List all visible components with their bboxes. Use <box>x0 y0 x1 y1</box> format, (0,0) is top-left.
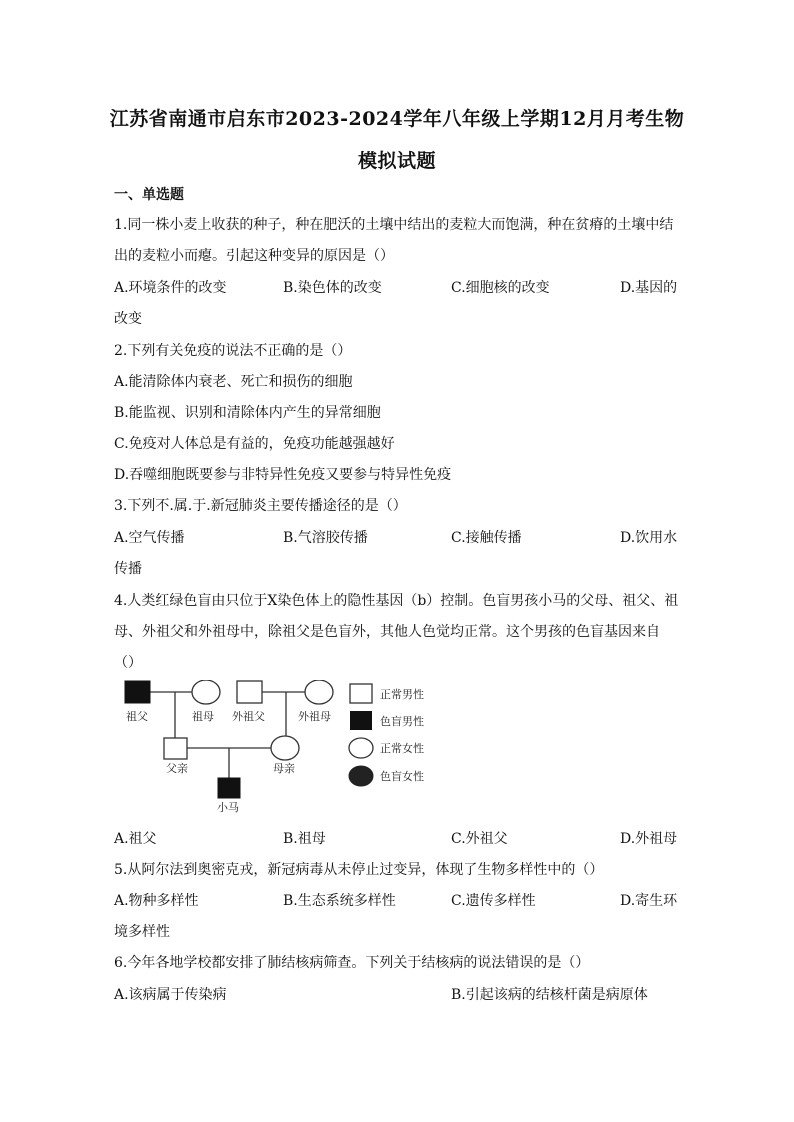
grandfather-symbol <box>125 681 150 703</box>
q3-stem: 3.下列不.属.于.新冠肺炎主要传播途径的是（） <box>114 498 407 514</box>
legend-colorblind-female: 色盲女性 <box>380 770 424 783</box>
grandmother-label: 祖母 <box>192 710 214 723</box>
q2-option-c: C.免疫对人体总是有益的，免疫功能越强越好 <box>114 436 395 452</box>
legend-normal-male: 正常男性 <box>380 688 424 701</box>
q2-stem: 2.下列有关免疫的说法不正确的是（） <box>114 343 352 359</box>
q3-option-d-wrap: 传播 <box>114 561 142 577</box>
section-heading: 一、单选题 <box>114 187 184 203</box>
q3-option-d: D.饮用水 <box>620 530 678 546</box>
q5-option-a: A.物种多样性 <box>114 893 199 909</box>
q3-option-a: A.空气传播 <box>114 530 185 546</box>
maternal-grandmother-label: 外祖母 <box>298 710 331 723</box>
q2-option-b: B.能监视、识别和清除体内产生的异常细胞 <box>114 405 381 421</box>
q1-option-d-wrap: 改变 <box>114 311 142 327</box>
q5-option-b: B.生态系统多样性 <box>283 893 396 909</box>
legend-colorblind-female-symbol <box>349 766 373 786</box>
father-symbol <box>164 738 187 759</box>
q2-option-d: D.吞噬细胞既要参与非特异性免疫又要参与特异性免疫 <box>114 467 452 483</box>
pedigree-diagram <box>110 680 450 815</box>
legend-colorblind-male-symbol <box>350 711 372 730</box>
q5-option-c: C.遗传多样性 <box>451 893 536 909</box>
q3-option-b: B.气溶胶传播 <box>283 530 368 546</box>
q6-option-a: A.该病属于传染病 <box>114 987 227 1003</box>
maternal-grandfather-symbol <box>237 681 262 703</box>
q6-stem: 6.今年各地学校都安排了肺结核病筛查。下列关于结核病的说法错误的是（） <box>114 955 590 971</box>
grandmother-symbol <box>192 680 220 704</box>
q4-option-a: A.祖父 <box>114 831 157 847</box>
q1-option-b: B.染色体的改变 <box>283 280 382 296</box>
q4-option-b: B.祖母 <box>283 831 326 847</box>
q6-option-b: B.引起该病的结核杆菌是病原体 <box>451 987 648 1003</box>
document-subtitle: 模拟试题 <box>357 150 436 172</box>
legend-normal-female: 正常女性 <box>380 742 424 755</box>
q4-option-d: D.外祖母 <box>620 831 678 847</box>
q4-option-c: C.外祖父 <box>451 831 508 847</box>
child-label: 小马 <box>217 801 239 814</box>
father-label: 父亲 <box>166 762 188 775</box>
q1-option-c: C.细胞核的改变 <box>451 280 550 296</box>
q5-stem: 5.从阿尔法到奥密克戎，新冠病毒从未停止过变异，体现了生物多样性中的（） <box>114 862 604 878</box>
document-title: 江苏省南通市启东市2023-2024学年八年级上学期12月月考生物 <box>109 108 685 130</box>
legend-normal-male-symbol <box>350 684 372 703</box>
maternal-grandfather-label: 外祖父 <box>232 710 265 723</box>
q1-option-d: D.基因的 <box>620 280 678 296</box>
pedigree-legend <box>349 684 424 786</box>
q1-stem-line1: 1.同一株小麦上收获的种子，种在肥沃的土壤中结出的麦粒大而饱满，种在贫瘠的土壤中结 <box>114 217 674 233</box>
q4-stem-line3: （） <box>114 655 142 671</box>
mother-symbol <box>271 736 299 760</box>
legend-normal-female-symbol <box>349 738 373 758</box>
grandfather-label: 祖父 <box>126 710 148 723</box>
q4-stem-line1: 4.人类红绿色盲由只位于X染色体上的隐性基因（b）控制。色盲男孩小马的父母、祖父、祖 <box>114 593 679 609</box>
q3-option-c: C.接触传播 <box>451 530 522 546</box>
legend-colorblind-male: 色盲男性 <box>380 715 424 728</box>
q5-option-d-wrap: 境多样性 <box>114 924 170 940</box>
q5-option-d: D.寄生环 <box>620 893 678 909</box>
q4-stem-line2: 母、外祖父和外祖母中，除祖父是色盲外，其他人色觉均正常。这个男孩的色盲基因来自 <box>114 624 660 640</box>
maternal-grandmother-symbol <box>305 680 333 704</box>
child-symbol <box>218 778 240 798</box>
q1-option-a: A.环境条件的改变 <box>114 280 227 296</box>
q1-stem-line2: 出的麦粒小而瘪。引起这种变异的原因是（） <box>114 248 394 264</box>
mother-label: 母亲 <box>273 762 295 775</box>
q2-option-a: A.能清除体内衰老、死亡和损伤的细胞 <box>114 374 353 390</box>
